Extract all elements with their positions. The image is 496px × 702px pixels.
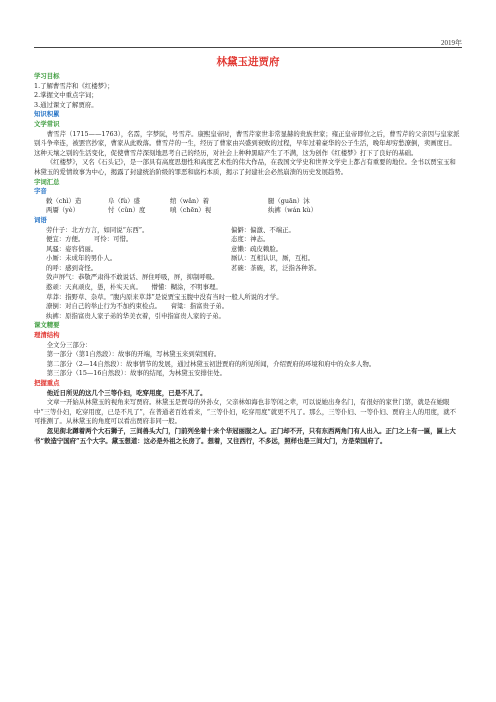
section-heading-chars: 字音 bbox=[34, 187, 47, 196]
structure-line: 第一部分（第1自然段）：故事的开端，写林黛玉来到荣国府。 bbox=[46, 350, 221, 359]
word-entry: 偏僻：偏激、不端正。 bbox=[231, 225, 295, 234]
literature-paragraph: 曹雪芹（1715——1763），名霑，字梦阮，号雪芹。康熙皇帝时，曹雪芹家世非常显赫的贵族世家；雍正皇帝即位之后，曹雪芹的父亲因与皇家派别斗争牵连，被罢官抄家，曹家从此败落。曹雪芹的一生，经历了曹家由兴盛到衰败的过程，早年过着豪华的公子生活，晚年却穷愁潦倒，卖画度日。这种天壤之别的生活变化，促使曹雪芹深刻地思考自己的经历，对社会上种种黑暗产生了不满，这为创作《红楼梦》打下了良好的基础。 bbox=[34, 129, 460, 157]
literature-paragraph: 《红楼梦》，又名《石头记》，是一部具有高度思想性和高度艺术性的伟大作品，在我国文学史和世界文学史上都占有重要的地位。全书以贾宝玉和林黛玉的爱情故事为中心，揭露了封建统治阶级的罪恶和腐朽本质，揭示了封建社会必然崩溃的历史发展趋势。 bbox=[34, 158, 456, 176]
word-entry: 厮认：互相认识，厮，互相。 bbox=[231, 254, 315, 263]
word-entry-long: 纨裤：原指富贵人家子弟的华美衣着，引申指富贵人家的子弟。 bbox=[46, 311, 225, 320]
word-entry: 风骚：姿容俏丽。 bbox=[46, 244, 98, 253]
char-entry: 绾（wǎn）着 bbox=[170, 196, 209, 205]
header-divider bbox=[34, 47, 462, 48]
header-year: 2019年 bbox=[441, 39, 462, 47]
section-heading-knowledge: 知识积累 bbox=[34, 110, 60, 119]
word-entry: 态度：神态。 bbox=[231, 235, 270, 244]
chars-row bbox=[34, 197, 462, 207]
word-entry: 便宜：方便。 可怜：可惜。 bbox=[46, 235, 133, 244]
word-entry: 小厮：未成年的男仆人。 bbox=[46, 254, 117, 263]
char-entry: 两靥（yè） bbox=[46, 206, 79, 215]
key-analysis: 文章一开始从林黛玉的视角来写贾府。林黛玉是贾母的外孙女，父亲林如海也非等闲之辈，可以说她出身名门，有很好的家世门第，就是在她眼中“三等仆妇，吃穿用度，已是不凡了”，在普通老百姓看来，“三等仆妇，吃穿用度”就更不凡了。那么，三等仆妇、一等仆妇、贾府主人的用度，就不可推测了。从林黛玉的角度可以看出贾府非同一般。 bbox=[34, 398, 457, 426]
document-body bbox=[34, 72, 462, 446]
structure-line: 全文分三部分： bbox=[46, 340, 92, 349]
key-quote: 忽见街北蹲着两个大石狮子，三间兽头大门，门前列坐着十来个华冠丽服之人。正门却不开，只有东西两角门有人出入。正门之上有一匾，匾上大书“敕造宁国府”五个大字。黛玉想道：这必是外祖之长房了。想着，又往西行，不多远，照样也是三间大门，方是荣国府了。 bbox=[34, 426, 456, 445]
word-entry-long: 敛声屏气：恭敬严肃得不敢说话、屏住呼吸，屏，抑制呼吸。 bbox=[46, 273, 219, 282]
char-entry: 嗔（chēn）视 bbox=[170, 206, 212, 215]
structure-line: 第三部分（15—16自然段）：故事的结尾，为林黛玉安排住处。 bbox=[46, 369, 227, 378]
word-entry: 劳什子：北方方言，如同说“东西”。 bbox=[46, 225, 149, 234]
section-heading-vocab: 字词汇总 bbox=[34, 177, 60, 186]
char-entry: 腿（guān）沐 bbox=[268, 196, 310, 205]
section-heading-goals: 学习目标 bbox=[34, 72, 60, 80]
section-heading-essentials: 课文精要 bbox=[34, 321, 60, 330]
goal-item: 3.通过课文了解贾府。 bbox=[34, 100, 98, 109]
section-heading-key: 把握重点 bbox=[34, 379, 60, 387]
char-entry: 纨裤（wán kù） bbox=[268, 206, 317, 215]
word-row bbox=[34, 245, 462, 255]
word-row bbox=[34, 226, 462, 236]
word-entry: 茗碗：茶碗，茗，泛指各种茶。 bbox=[231, 263, 321, 272]
goal-item: 1.了解曹雪芹和《红楼梦》； bbox=[34, 81, 114, 90]
section-heading-words: 词语 bbox=[34, 215, 47, 224]
key-quote: 他近日所见的这几个三等仆妇，吃穿用度，已是不凡了。 bbox=[46, 388, 207, 397]
word-entry-long: 草莽：指野草、杂草。“腹内原来草莽”是说贾宝玉腹中没有当时一般人所说的才学。 bbox=[46, 292, 283, 301]
section-heading-structure: 理清结构 bbox=[34, 331, 60, 340]
page-title: 林黛玉进贾府 bbox=[216, 56, 280, 68]
structure-line: 第二部分（2—14自然段）：故事情节的发展，通过林黛玉初进贾府的所见所闻，介绍贾府的环境和府中的众多人物。 bbox=[46, 359, 376, 368]
chars-row bbox=[34, 206, 462, 216]
word-entry: 意懒：疏皮赖脸。 bbox=[231, 244, 283, 253]
word-row bbox=[34, 235, 462, 245]
char-entry: 阜（fù）盛 bbox=[108, 196, 141, 205]
word-row bbox=[34, 254, 462, 264]
word-entry: 的呼：感到奇怪。 bbox=[46, 263, 98, 272]
goal-item: 2.掌握文中重点字词； bbox=[34, 91, 98, 100]
word-entry-long: 潦倒：对自己的举止行为不加约束检点。 膏粱：指富贵子弟。 bbox=[46, 302, 229, 311]
word-entry-long: 憨顽：天真顽皮，愚，朴实天真。 懵懂：糊涂，不明事理。 bbox=[46, 283, 222, 292]
char-entry: 忖（cǔn）度 bbox=[108, 206, 146, 215]
char-entry: 敕（chì）造 bbox=[46, 196, 82, 205]
section-heading-literature: 文学常识 bbox=[34, 119, 60, 128]
